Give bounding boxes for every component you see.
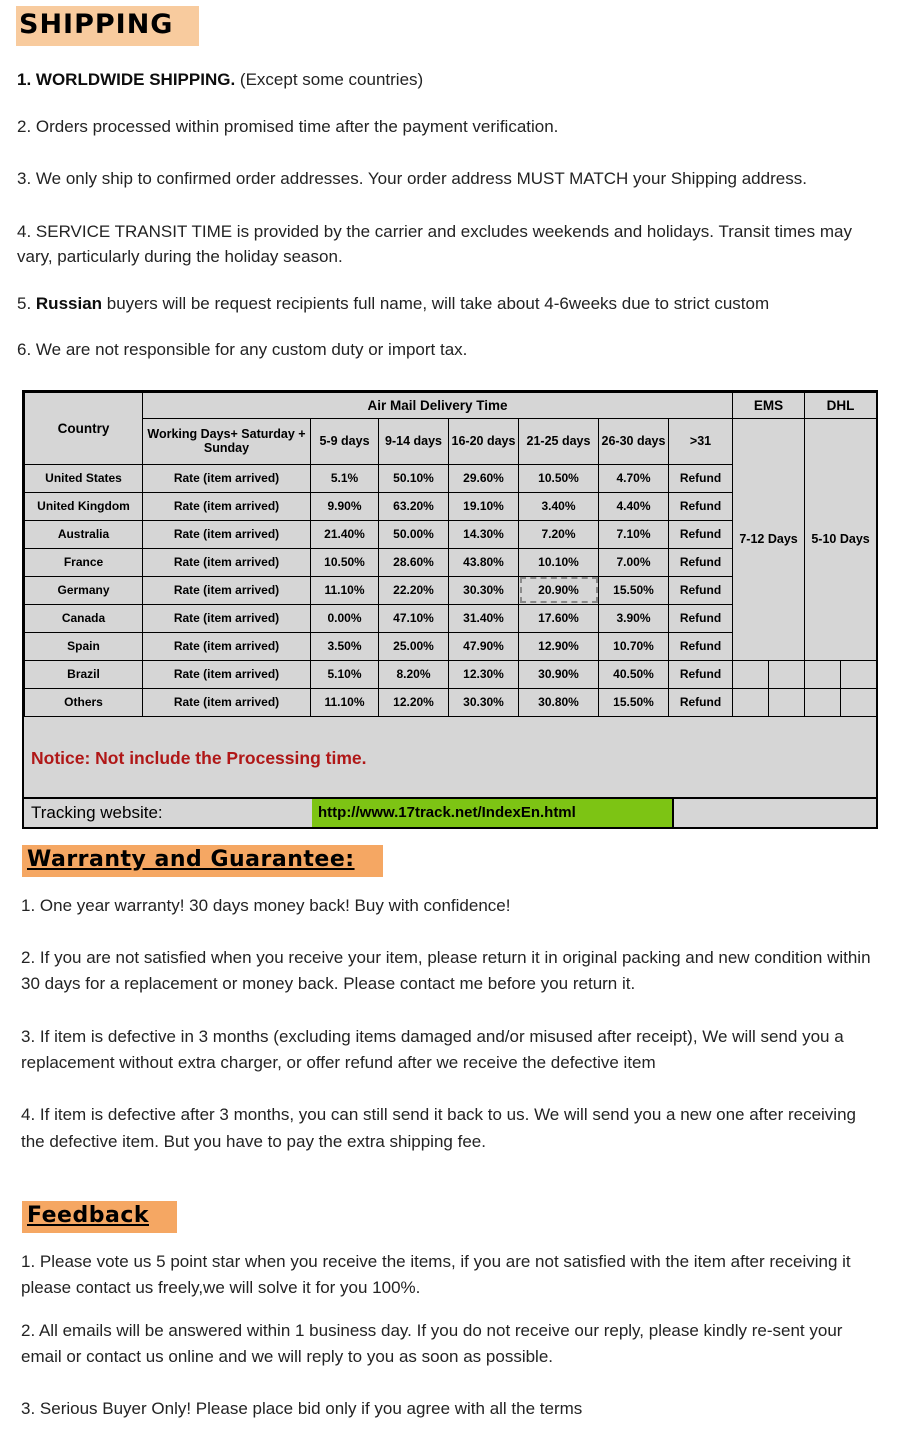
value-cell: 7.20% <box>519 520 599 548</box>
value-cell: 19.10% <box>449 492 519 520</box>
value-cell: 10.70% <box>599 632 669 660</box>
delivery-time-table <box>24 392 877 717</box>
value-cell: 47.10% <box>379 604 449 632</box>
country-cell: Brazil <box>25 660 143 688</box>
shipping-term-6 <box>17 337 884 363</box>
country-cell: Spain <box>25 632 143 660</box>
header-ems: EMS <box>733 392 805 418</box>
value-cell: 47.90% <box>449 632 519 660</box>
rate-cell: Rate (item arrived) <box>143 548 311 576</box>
value-cell: 0.00% <box>311 604 379 632</box>
value-cell: 10.50% <box>311 548 379 576</box>
refund-cell: Refund <box>669 576 733 604</box>
term-text: 3. We only ship to confirmed order addresses. Your order address MUST MATCH your Shipping address. <box>17 169 807 188</box>
term-text: (Except some countries) <box>235 70 424 89</box>
value-cell: 5.1% <box>311 464 379 492</box>
table-row <box>25 660 877 688</box>
tracking-row-filler <box>674 799 876 827</box>
delivery-time-panel <box>22 390 878 829</box>
value-cell: 10.50% <box>519 464 599 492</box>
value-cell: 7.10% <box>599 520 669 548</box>
term-text-bold: Russian <box>35 293 103 313</box>
value-cell: 15.50% <box>599 688 669 716</box>
value-cell: 8.20% <box>379 660 449 688</box>
shipping-term-4 <box>17 219 884 270</box>
header-range: 21-25 days <box>519 418 599 464</box>
header-dhl: DHL <box>805 392 877 418</box>
header-country: Country <box>25 392 143 464</box>
value-cell: 7.00% <box>599 548 669 576</box>
header-range: 5-9 days <box>311 418 379 464</box>
country-cell: Germany <box>25 576 143 604</box>
value-cell: 12.30% <box>449 660 519 688</box>
value-cell: 15.50% <box>599 576 669 604</box>
term-text: 6. We are not responsible for any custom duty or import tax. <box>17 340 468 359</box>
refund-cell: Refund <box>669 632 733 660</box>
value-cell: 14.30% <box>449 520 519 548</box>
empty-cell <box>841 660 877 688</box>
empty-cell <box>733 660 769 688</box>
tracking-website-label: Tracking website: <box>31 802 163 822</box>
value-cell: 30.80% <box>519 688 599 716</box>
header-working-days: Working Days+ Saturday + Sunday <box>143 418 311 464</box>
term-text-bold: 1. WORLDWIDE SHIPPING. <box>17 70 236 89</box>
value-cell: 5.10% <box>311 660 379 688</box>
value-cell: 17.60% <box>519 604 599 632</box>
value-cell: 3.40% <box>519 492 599 520</box>
value-cell: 22.20% <box>379 576 449 604</box>
value-cell: 28.60% <box>379 548 449 576</box>
rate-cell: Rate (item arrived) <box>143 660 311 688</box>
empty-cell <box>841 688 877 716</box>
header-range: 9-14 days <box>379 418 449 464</box>
table-header-row-1 <box>25 392 877 418</box>
country-cell: France <box>25 548 143 576</box>
term-text: 5. <box>17 293 36 313</box>
warranty-term-4: 4. If item is defective after 3 months, you can still send it back to us. We will send you a new one after receiving the defective item. But you have to pay the extra shipping fee. <box>21 1105 856 1151</box>
shipping-section-header <box>16 6 199 46</box>
warranty-title: Warranty and Guarantee: <box>27 846 355 872</box>
shipping-term-5 <box>17 291 884 317</box>
tracking-row <box>24 797 876 827</box>
refund-cell: Refund <box>669 660 733 688</box>
value-cell: 12.20% <box>379 688 449 716</box>
term-text: 2. Orders processed within promised time after the payment verification. <box>17 116 559 136</box>
value-cell: 30.90% <box>519 660 599 688</box>
empty-cell <box>805 660 841 688</box>
notice-area <box>24 717 876 797</box>
feedback-section-header <box>22 1201 177 1233</box>
table-header-row-2 <box>25 418 877 464</box>
value-cell: 31.40% <box>449 604 519 632</box>
header-range: 16-20 days <box>449 418 519 464</box>
dhl-days-cell: 5-10 Days <box>805 418 877 660</box>
shipping-title: SHIPPING <box>19 9 174 40</box>
value-cell: 3.90% <box>599 604 669 632</box>
value-cell: 43.80% <box>449 548 519 576</box>
value-cell: 30.30% <box>449 576 519 604</box>
country-cell: United States <box>25 464 143 492</box>
rate-cell: Rate (item arrived) <box>143 576 311 604</box>
value-cell: 21.40% <box>311 520 379 548</box>
value-cell: 11.10% <box>311 576 379 604</box>
refund-cell: Refund <box>669 548 733 576</box>
ems-days-cell: 7-12 Days <box>733 418 805 660</box>
value-cell: 20.90% <box>519 576 599 604</box>
rate-cell: Rate (item arrived) <box>143 464 311 492</box>
country-cell: United Kingdom <box>25 492 143 520</box>
warranty-section-header <box>22 845 383 877</box>
value-cell: 50.10% <box>379 464 449 492</box>
warranty-term-3: 3. If item is defective in 3 months (excluding items damaged and/or misused after receipt), We will send you a replacement without extra charger, or offer refund after we receive the defective item <box>21 1026 844 1072</box>
empty-cell <box>805 688 841 716</box>
feedback-term-2: 2. All emails will be answered within 1 business day. If you do not receive our reply, please kindly re-sent your email or contact us online and we will reply to you as soon as possible. <box>21 1320 843 1366</box>
country-cell: Others <box>25 688 143 716</box>
value-cell: 25.00% <box>379 632 449 660</box>
warranty-term-1: 1. One year warranty! 30 days money back! Buy with confidence! <box>21 895 511 915</box>
value-cell: 63.20% <box>379 492 449 520</box>
empty-cell <box>769 660 805 688</box>
value-cell: 4.40% <box>599 492 669 520</box>
value-cell: 29.60% <box>449 464 519 492</box>
shipping-term-3 <box>17 166 884 192</box>
refund-cell: Refund <box>669 520 733 548</box>
value-cell: 9.90% <box>311 492 379 520</box>
rate-cell: Rate (item arrived) <box>143 492 311 520</box>
value-cell: 30.30% <box>449 688 519 716</box>
header-range: >31 <box>669 418 733 464</box>
feedback-term-1: 1. Please vote us 5 point star when you receive the items, if you are not satisfied with the item after receiving it please contact us freely,we will solve it for you 100%. <box>21 1251 851 1298</box>
empty-cell <box>769 688 805 716</box>
rate-cell: Rate (item arrived) <box>143 632 311 660</box>
value-cell: 40.50% <box>599 660 669 688</box>
refund-cell: Refund <box>669 688 733 716</box>
shipping-term-2 <box>17 114 884 140</box>
rate-cell: Rate (item arrived) <box>143 604 311 632</box>
rate-cell: Rate (item arrived) <box>143 688 311 716</box>
value-cell: 50.00% <box>379 520 449 548</box>
country-cell: Australia <box>25 520 143 548</box>
refund-cell: Refund <box>669 492 733 520</box>
term-text: buyers will be request recipients full name, will take about 4-6weeks due to strict custom <box>102 293 770 313</box>
feedback-title: Feedback <box>27 1202 149 1228</box>
header-air-mail: Air Mail Delivery Time <box>143 392 733 418</box>
table-row <box>25 688 877 716</box>
header-range: 26-30 days <box>599 418 669 464</box>
processing-time-notice: Notice: Not include the Processing time. <box>31 747 367 768</box>
empty-cell <box>733 688 769 716</box>
refund-cell: Refund <box>669 604 733 632</box>
value-cell: 3.50% <box>311 632 379 660</box>
refund-cell: Refund <box>669 464 733 492</box>
term-text: 4. SERVICE TRANSIT TIME is provided by the carrier and excludes weekends and holidays. Transit times may vary, particularly during the holiday season. <box>17 221 852 266</box>
value-cell: 4.70% <box>599 464 669 492</box>
value-cell: 10.10% <box>519 548 599 576</box>
shipping-term-1 <box>17 67 884 93</box>
value-cell: 12.90% <box>519 632 599 660</box>
warranty-term-2: 2. If you are not satisfied when you receive your item, please return it in original packing and new condition within 30 days for a replacement or money back. Please contact me before you return it. <box>21 947 871 994</box>
feedback-term-3: 3. Serious Buyer Only! Please place bid only if you agree with all the terms <box>21 1399 583 1419</box>
tracking-link[interactable]: http://www.17track.net/IndexEn.html <box>312 799 674 827</box>
rate-cell: Rate (item arrived) <box>143 520 311 548</box>
value-cell: 11.10% <box>311 688 379 716</box>
country-cell: Canada <box>25 604 143 632</box>
